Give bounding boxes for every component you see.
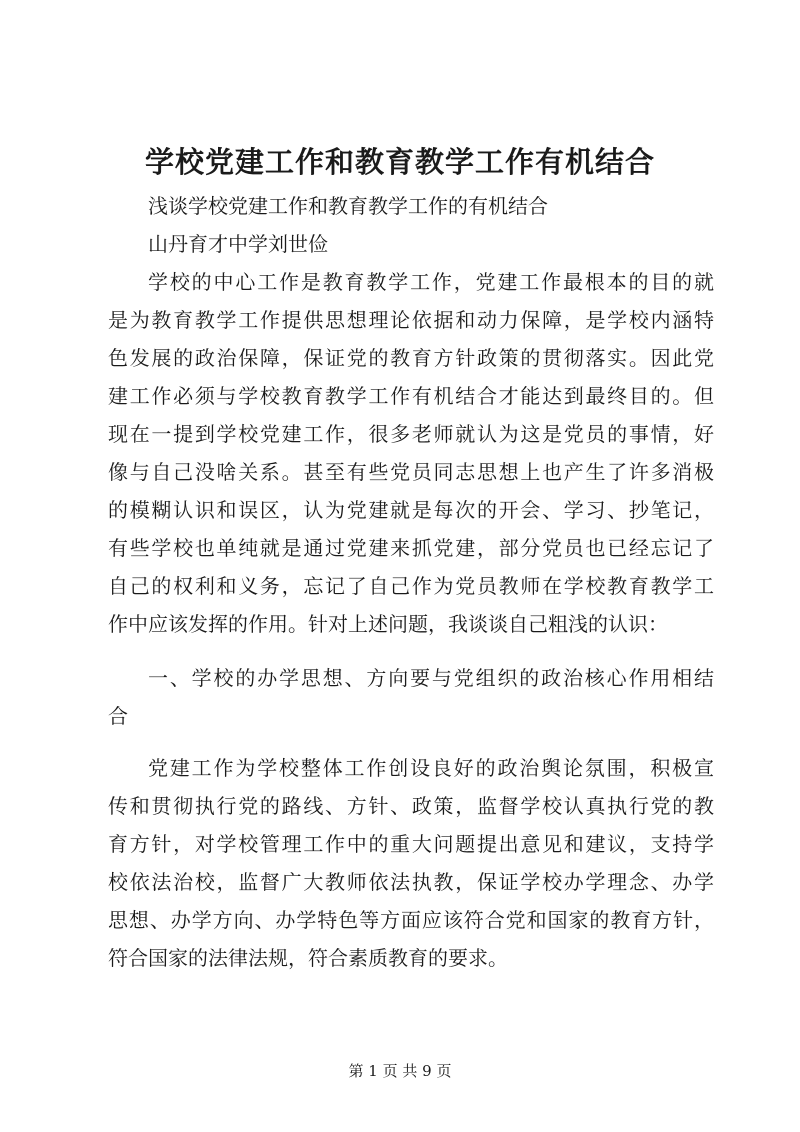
- section-heading-line: 一、学校的办学思想、方向要与党组织的政治核心作用相结: [148, 666, 714, 690]
- paragraph-line: 传和贯彻执行党的路线、方针、政策，监督学校认真执行党的教: [108, 794, 714, 818]
- paragraph-line: 符合国家的法律法规，符合素质教育的要求。: [108, 946, 508, 970]
- document-subtitle: 浅谈学校党建工作和教育教学工作的有机结合: [148, 194, 548, 218]
- paragraph-line: 自己的权利和义务，忘记了自己作为党员教师在学校教育教学工: [108, 574, 714, 598]
- paragraph-line: 学校的中心工作是教育教学工作，党建工作最根本的目的就: [148, 270, 714, 294]
- document-title: 学校党建工作和教育教学工作有机结合: [144, 145, 655, 179]
- document-author: 山丹育才中学刘世俭: [148, 232, 328, 256]
- paragraph-line: 像与自己没啥关系。甚至有些党员同志思想上也产生了许多消极: [108, 460, 714, 484]
- paragraph-line: 现在一提到学校党建工作，很多老师就认为这是党员的事情，好: [108, 422, 714, 446]
- paragraph-line: 的模糊认识和误区，认为党建就是每次的开会、学习、抄笔记，: [108, 498, 714, 522]
- paragraph-line: 是为教育教学工作提供思想理论依据和动力保障，是学校内涵特: [108, 308, 714, 332]
- paragraph-line: 色发展的政治保障，保证党的教育方针政策的贯彻落实。因此党: [108, 346, 714, 370]
- paragraph-line: 校依法治校，监督广大教师依法执教，保证学校办学理念、办学: [108, 870, 714, 894]
- page-number: 第 1 页 共 9 页: [348, 1062, 452, 1080]
- paragraph-line: 思想、办学方向、办学特色等方面应该符合党和国家的教育方针，: [108, 908, 714, 932]
- paragraph-line: 育方针，对学校管理工作中的重大问题提出意见和建议，支持学: [108, 832, 714, 856]
- paragraph-line: 党建工作为学校整体工作创设良好的政治舆论氛围，积极宣: [148, 756, 714, 780]
- section-heading-line: 合: [108, 704, 128, 728]
- paragraph-line: 作中应该发挥的作用。针对上述问题，我谈谈自己粗浅的认识：: [108, 612, 668, 636]
- paragraph-line: 建工作必须与学校教育教学工作有机结合才能达到最终目的。但: [108, 384, 714, 408]
- paragraph-line: 有些学校也单纯就是通过党建来抓党建，部分党员也已经忘记了: [108, 536, 714, 560]
